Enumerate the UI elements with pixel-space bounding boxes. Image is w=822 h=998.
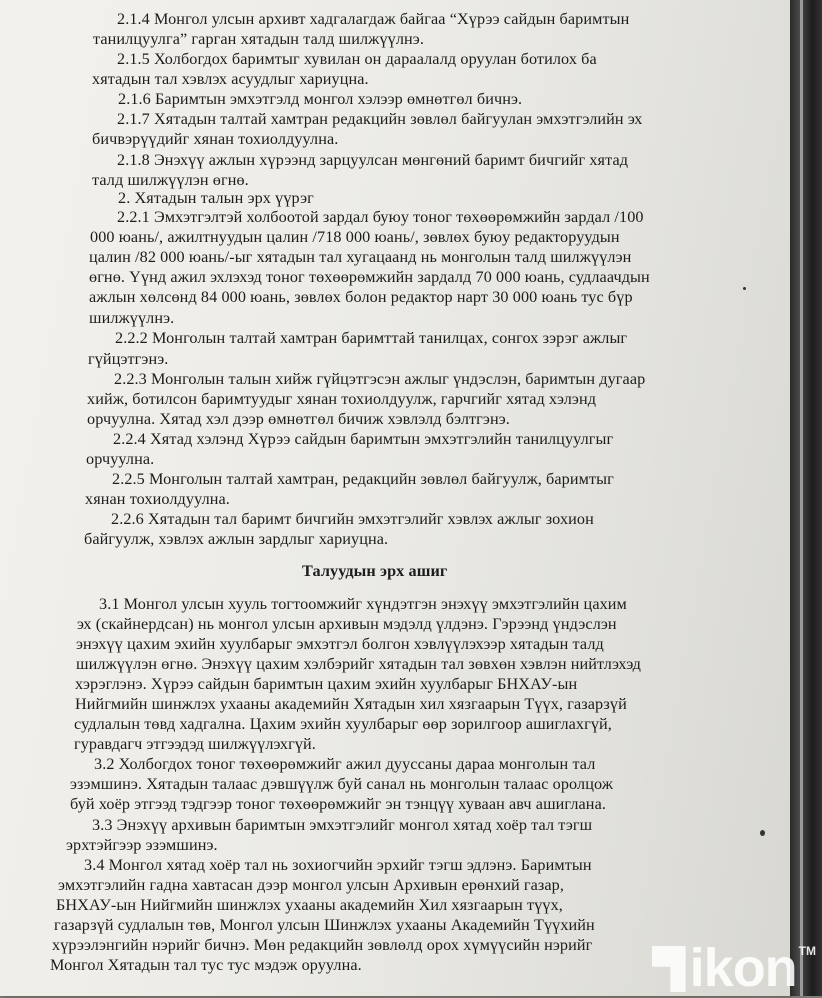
- text-line: байгуулж, хэвлэх ажлын зардлыг хариуцна.: [84, 530, 389, 549]
- watermark-text: ikon: [689, 938, 797, 998]
- ink-speck: [760, 830, 765, 836]
- watermark-mark-icon: [652, 946, 686, 992]
- text-line: 3.2 Холбогдох тоног төхөөрөмжийг ажил дууссаны дараа монголын тал: [94, 755, 596, 774]
- text-line: 2.1.5 Холбогдох баримтыг хувилан он дараалалд оруулан ботилох ба: [117, 50, 597, 69]
- text-line: 2.2.2 Монголын талтай хамтран баримттай танилцах, сонгох зэрэг ажлыг: [115, 329, 628, 348]
- text-line: 2.2.5 Монголын талтай хамтран, редакцийн зөвлөл байгуулж, баримтыг: [112, 469, 614, 488]
- text-line: Монгол Хятадын тал тус тус мэдэж оруулна.: [50, 956, 362, 974]
- text-line: 000 юань/, ажилтнуудын цалин /718 000 юань/, зөвлөх буюу редакторуудын: [90, 228, 620, 247]
- text-line: хэрэглэнэ. Хүрээ сайдын баримтын цахим эхийн хуулбарыг БНХАУ-ын: [75, 675, 578, 693]
- text-line: 3.3 Энэхүү архивын баримтын эмхэтгэлийг монгол хятад хоёр тал тэгш: [92, 815, 593, 834]
- text-line: эмхэтгэлийн гадна хавтасан дээр монгол улсын Архивын ерөнхий газар,: [58, 875, 565, 894]
- text-line: 2.1.7 Хятадын талтай хамтран редакцийн зөвлөл байгуулан эмхэтгэлийн эх: [117, 110, 643, 129]
- text-line: Нийгмийн шинжлэх ухааны академийн Хятадын хил хязгаарын Түүх, газарзүй: [75, 695, 627, 714]
- text-line: хятадын тал хэвлэх асуудлыг хариуцна.: [92, 70, 369, 89]
- text-line: 2.2.1 Эмхэтгэлтэй холбоотой зардал буюу тоног төхөөрөмжийн зардал /100: [117, 208, 644, 227]
- binder-spine: [790, 0, 822, 996]
- binder-edge: [800, 0, 803, 996]
- watermark-logo: [652, 938, 816, 998]
- text-line: 2.2.4 Хятад хэлэнд Хүрээ сайдын баримтын эмхэтгэлийн танилцуулгыг: [113, 429, 614, 448]
- text-line: БНХАУ-ын Нийгмийн шинжлэх ухааны академийн Хил хязгаарын түүх,: [56, 895, 563, 914]
- text-line: эзэмшинэ. Хятадын талаас дэвшүүлж буй санал нь монголын талаас оролцож: [70, 775, 614, 794]
- text-line: орчуулна.: [86, 449, 155, 468]
- section-heading: 2. Хятадын талын эрх үүрэг: [118, 188, 314, 207]
- text-line: ажлын хөлсөнд 84 000 юань, зөвлөх болон редактор нарт 30 000 юань тус бүр: [89, 288, 633, 307]
- watermark-tm: TM: [798, 944, 816, 958]
- text-line: 3.4 Монгол хятад хоёр тал нь зохиогчийн эрхийг тэгш эдлэнэ. Баримтын: [84, 855, 592, 874]
- text-line: гүйцэтгэнэ.: [88, 349, 169, 368]
- section-title: Талуудын эрх ашиг: [302, 561, 448, 580]
- text-line: 2.1.8 Энэхүү ажлын хүрээнд зарцуулсан мөнгөний баримт бичгийг хятад: [117, 150, 629, 169]
- text-line: газарзүй судлалын төв, Монгол улсын Шинжлэх ухааны Академийн Түүхийн: [54, 915, 595, 934]
- text-line: орчуулна. Хятад хэл дээр өмнөтгөл бичиж хэвлэлд бэлтгэнэ.: [87, 409, 510, 428]
- text-line: 2.2.3 Монголын талын хийж гүйцэтгэсэн ажлыг үндэслэн, баримтын дугаар: [114, 369, 646, 388]
- ink-speck: [743, 287, 746, 290]
- text-line: хүрээлэнгийн нэрийг бичнэ. Мөн редакцийн зөвлөлд орох хүмүүсийн нэрийг: [52, 935, 593, 954]
- text-line: эх (скайнердсан) нь монгол улсын архивын мэдэлд үлдэнэ. Гэрээнд үндэслэн: [77, 614, 617, 633]
- text-line: энэхүү цахим эхийн хуулбарыг эмхэтгэл болгон хэвлүүлэхээр хятадын талд: [76, 634, 604, 653]
- text-line: судлалын төвд хадгална. Цахим эхийн хуулбарыг өөр зорилгоор ашиглахгүй,: [74, 715, 612, 734]
- text-line: өгнө. Үүнд ажил эхлэхэд тоног төхөөрөмжийн зардалд 70 000 юань, судлаачдын: [89, 268, 650, 287]
- text-line: цалин /82 000 юань/-ыг хятадын тал хугацаанд нь монголын талд шилжүүлэн: [89, 248, 632, 267]
- text-line: 2.2.6 Хятадын тал баримт бичгийн эмхэтгэлийг хэвлэх ажлыг зохион: [111, 510, 594, 529]
- text-line: 2.1.6 Баримтын эмхэтгэлд монгол хэлээр өмнөтгөл бичнэ.: [118, 90, 523, 109]
- text-line: 3.1 Монгол улсын хууль тогтоомжийг хүндэтгэн энэхүү эмхэтгэлийн цахим: [99, 594, 627, 613]
- text-line: бичвэрүүдийг хянан тохиолдуулна.: [92, 130, 339, 149]
- text-line: танилцуулга” гарган хятадын талд шилжүүлнэ.: [93, 30, 424, 49]
- text-line: шилжүүлэн өгнө. Энэхүү цахим хэлбэрийг хятадын тал зөвхөн хэвлэн нийтлэхэд: [76, 654, 641, 673]
- text-line: хийж, ботилсон баримтуудыг хянан тохиолдуулж, гарчгийг хятад хэлэнд: [87, 389, 597, 408]
- text-line: талд шилжүүлэн өгнө.: [92, 170, 249, 189]
- text-line: буй хоёр этгээд тэдгээр тоног төхөөрөмжийг эн тэнцүү хуваан авч ашиглана.: [70, 795, 606, 814]
- text-line: хянан тохиолдуулна.: [85, 490, 230, 508]
- text-line: 2.1.4 Монгол улсын архивт хадгалагдаж байгаа “Хүрээ сайдын баримтын: [117, 10, 630, 28]
- text-line: гуравдагч этгээдэд шилжүүлэхгүй.: [74, 735, 316, 754]
- text-line: шилжүүлнэ.: [89, 308, 175, 327]
- text-line: эрхтэйгээр эзэмшинэ.: [66, 835, 218, 854]
